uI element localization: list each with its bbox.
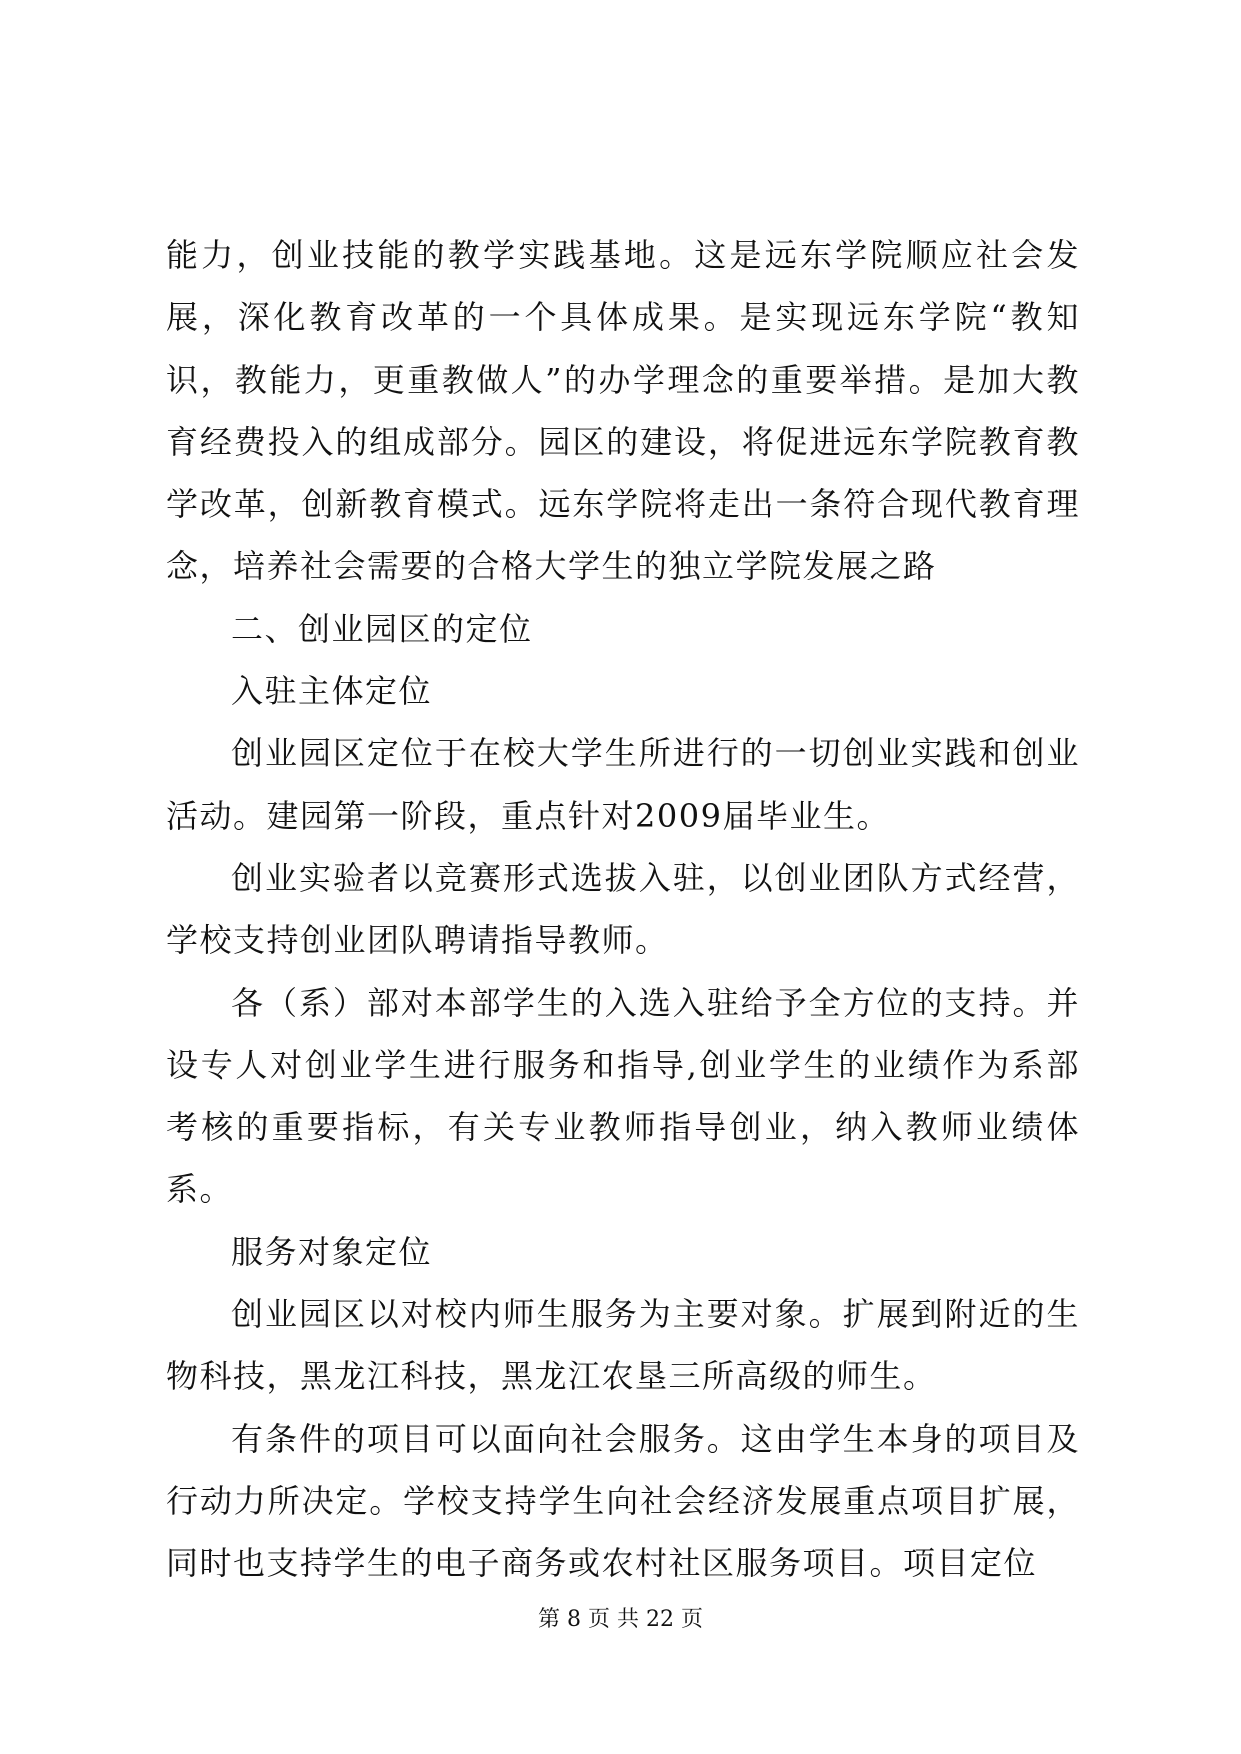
paragraph-1: 能力，创业技能的教学实践基地。这是远东学院顺应社会发展，深化教育改革的一个具体成果。是实现远东学院“教知识，教能力，更重教做人”的办学理念的重要举措。是加大教育经费投入的组成部分。园区的建设，将促进远东学院教育教学改革，创新教育模式。远东学院将走出一条符合现代教育理念，培养社会需要的合格大学生的独立学院发展之路 <box>166 236 1080 586</box>
paragraph-2: 创业园区定位于在校大学生所进行的一切创业实践和创业活动。建园第一阶段，重点针对2009届毕业生。 <box>166 734 1080 835</box>
subheading-entity-positioning: 入驻主体定位 <box>231 672 433 711</box>
section-heading-positioning: 二、创业园区的定位 <box>231 609 533 648</box>
paragraph-4: 各（系）部对本部学生的入选入驻给予全方位的支持。并设专人对创业学生进行服务和指导,创业学生的业绩作为系部考核的重要指标，有关专业教师指导创业，纳入教师业绩体系。 <box>166 983 1080 1209</box>
document-body <box>166 224 1080 1595</box>
page-footer <box>0 1605 1241 1635</box>
paragraph-3: 创业实验者以竞赛形式选拔入驻，以创业团队方式经营，学校支持创业团队聘请指导教师。 <box>166 858 1080 960</box>
paragraph-6: 有条件的项目可以面向社会服务。这由学生本身的项目及行动力所决定。学校支持学生向社会经济发展重点项目扩展，同时也支持学生的电子商务或农村社区服务项目。项目定位 <box>166 1419 1080 1583</box>
subheading-service-positioning: 服务对象定位 <box>231 1232 433 1271</box>
page-number: 第 8 页 共 22 页 <box>538 1607 703 1632</box>
paragraph-5: 创业园区以对校内师生服务为主要对象。扩展到附近的生物科技，黑龙江科技，黑龙江农垦三所高级的师生。 <box>166 1295 1080 1396</box>
